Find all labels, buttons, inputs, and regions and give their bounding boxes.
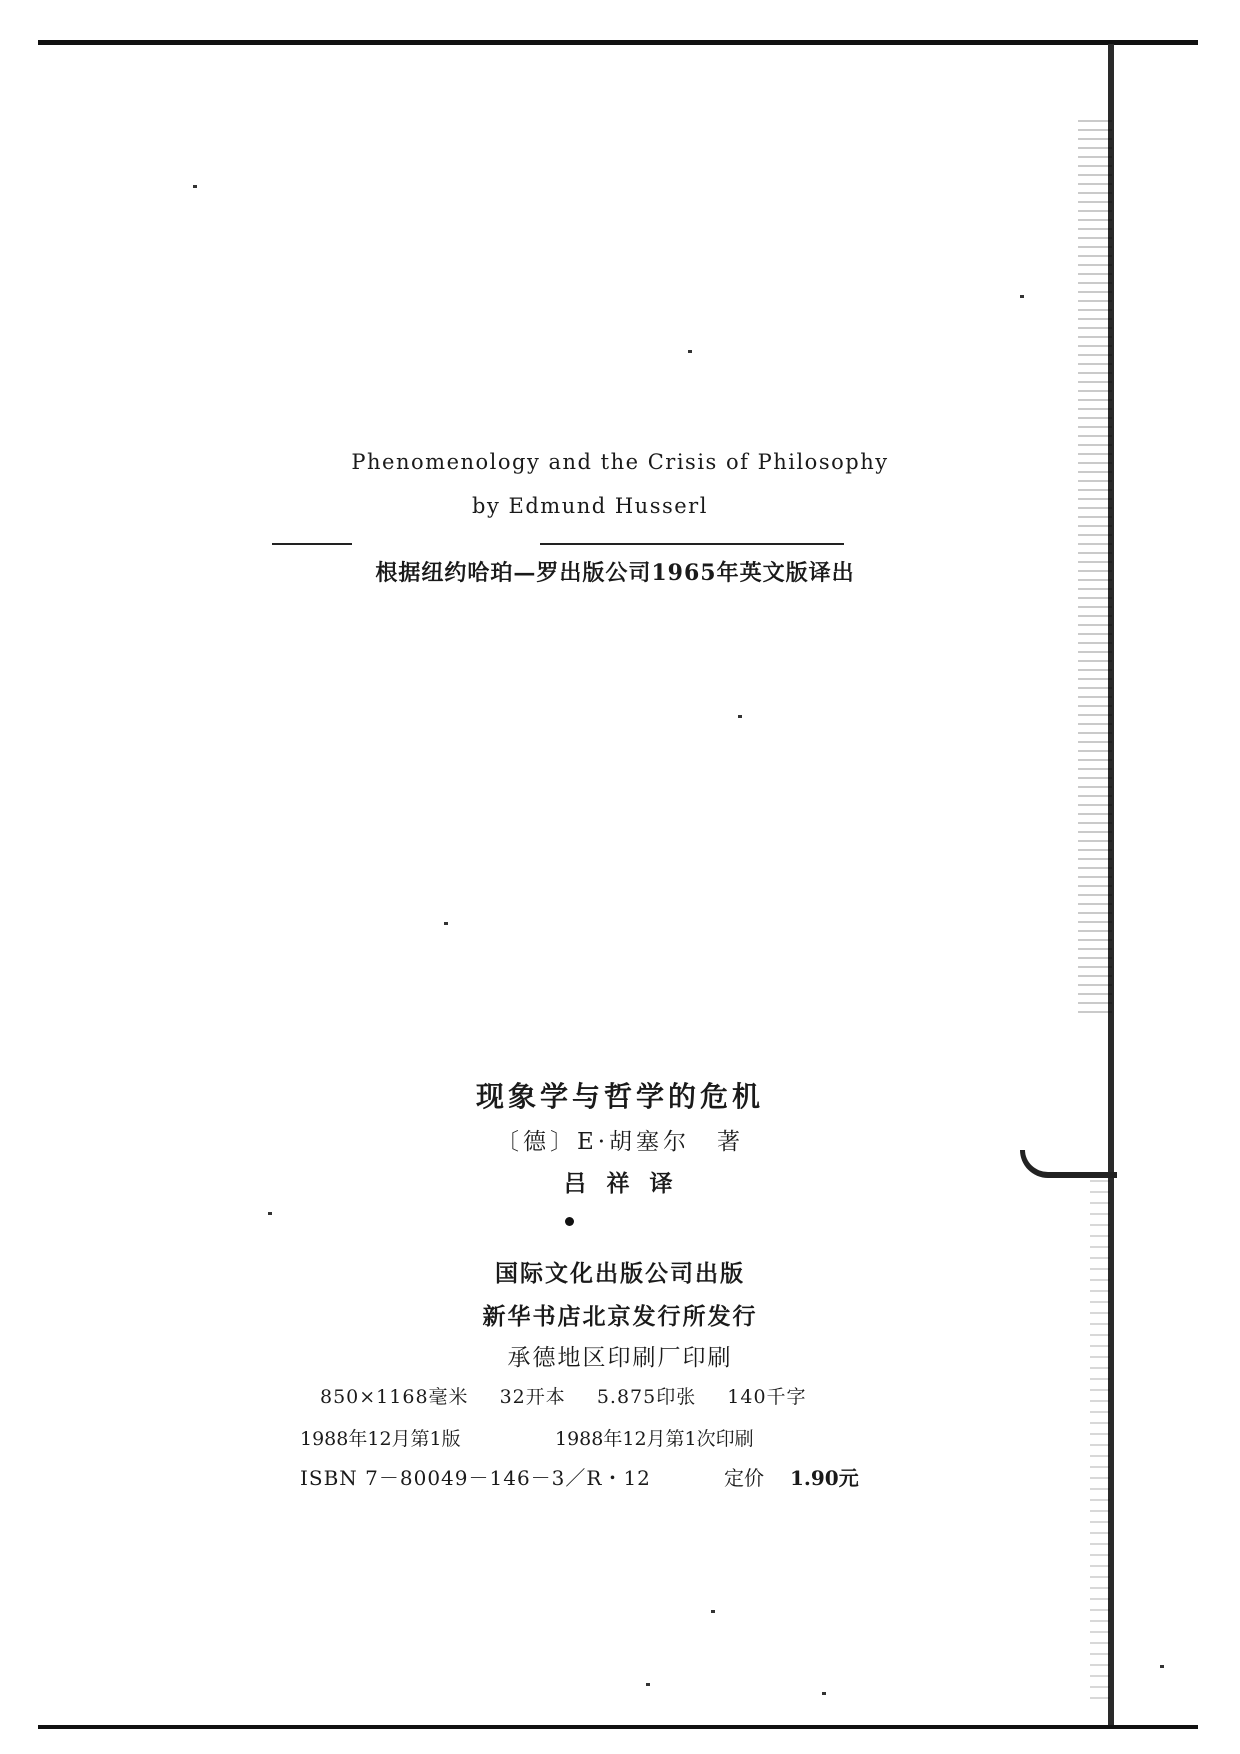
scan-speck: [711, 1610, 715, 1613]
scan-speck: [646, 1683, 650, 1686]
top-border-line: [38, 40, 1198, 45]
printer-line: 承德地区印刷厂印刷: [507, 1345, 733, 1371]
price-label: 定价: [724, 1466, 764, 1490]
scan-speck: [268, 1212, 272, 1215]
price-value: 1.90元: [790, 1466, 859, 1490]
divider-line: [540, 543, 844, 545]
scan-speck: [688, 350, 692, 353]
scan-speck: [193, 185, 197, 188]
separator-dot: [565, 1217, 574, 1226]
edition-line: 1988年12月第1版: [300, 1428, 461, 1450]
english-author: by Edmund Husserl: [472, 494, 708, 518]
chinese-author: 〔德〕E·胡塞尔 著: [495, 1129, 745, 1155]
scan-speck: [1020, 295, 1024, 298]
isbn-line: ISBN 7－80049－146－3／R・12: [300, 1466, 651, 1490]
english-title: Phenomenology and the Crisis of Philosophy: [351, 450, 889, 474]
chinese-title: 现象学与哲学的危机: [475, 1080, 764, 1113]
divider-line: [272, 543, 352, 545]
distributor-line: 新华书店北京发行所发行: [482, 1303, 758, 1330]
printing-line: 1988年12月第1次印刷: [555, 1428, 754, 1450]
spec-format: 850×1168毫米: [320, 1386, 469, 1408]
publisher-line: 国际文化出版公司出版: [495, 1260, 745, 1287]
bottom-border-line: [38, 1725, 1198, 1729]
scan-speck: [738, 715, 742, 718]
specs-line: [320, 1382, 831, 1409]
scan-speck: [822, 1692, 826, 1695]
spec-words: 140千字: [727, 1386, 807, 1408]
scan-speck: [444, 922, 448, 925]
spec-sheets: 5.875印张: [596, 1386, 697, 1408]
spec-folio: 32开本: [499, 1386, 566, 1408]
translation-source-note: 根据纽约哈珀—罗出版公司1965年英文版译出: [375, 560, 855, 586]
chinese-translator: 吕祥译: [563, 1170, 693, 1197]
scan-speck: [1160, 1665, 1164, 1668]
